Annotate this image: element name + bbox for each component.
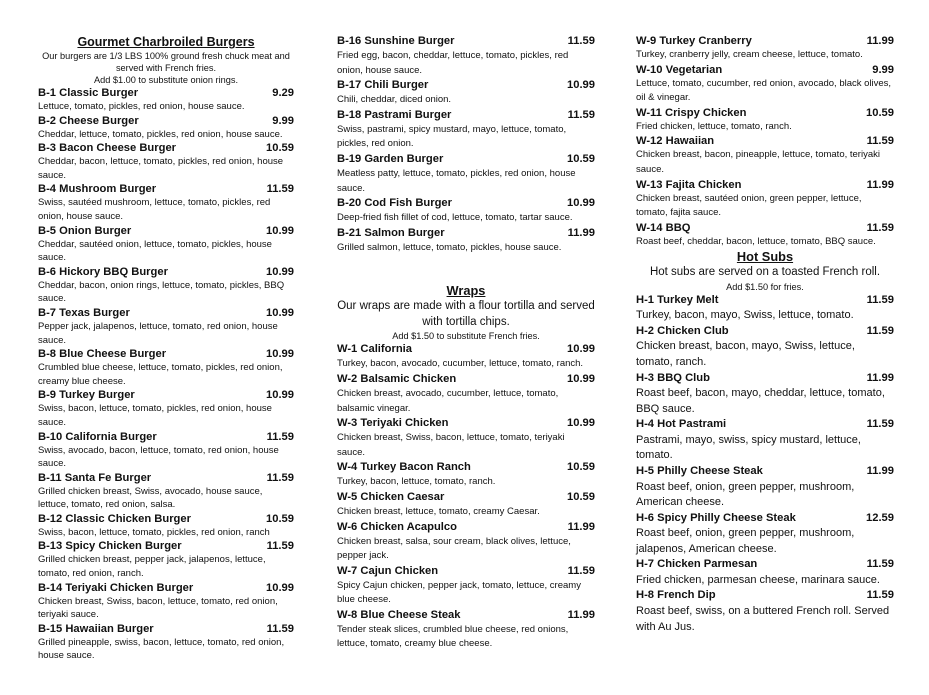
menu-item-description: Grilled salmon, lettuce, tomato, pickles, house sauce. [337,241,562,253]
hot-subs-note: Hot subs are served on a toasted French roll. [649,266,881,279]
menu-item-price: 9.99 [872,63,894,76]
menu-item-price: 10.99 [567,417,595,430]
menu-item-header [337,342,595,357]
menu-item [38,182,294,223]
menu-item-name: W-6 Chicken Acapulco [337,520,457,533]
menu-item-header [337,78,595,93]
menu-item [38,581,294,622]
menu-item-description: Turkey, bacon, mayo, Swiss, lettuce, tomato. [636,309,854,322]
menu-item [636,134,894,177]
menu-item-description: Swiss, pastrami, spicy mustard, mayo, lettuce, tomato, pickles, red onion. [337,123,567,150]
menu-item [38,347,294,388]
menu-item-header [337,152,595,167]
menu-item-header [337,372,595,387]
menu-item-price: 10.59 [266,142,294,155]
menu-item-header [337,490,595,505]
menu-item-price: 11.99 [866,371,894,384]
menu-item [636,106,894,135]
menu-item-name: W-2 Balsamic Chicken [337,372,457,385]
menu-item-header [337,196,595,211]
wraps-small-note: Add $1.50 to substitute French fries. [392,331,540,342]
menu-item-header [38,581,294,595]
menu-item-price: 10.59 [266,512,294,525]
menu-item-price: 10.99 [266,581,294,594]
menu-item-description: Chili, cheddar, diced onion. [337,94,452,106]
menu-item-header [636,134,894,148]
menu-item-price: 11.99 [567,226,595,239]
menu-item [337,460,595,490]
menu-item-header [38,471,294,485]
menu-item-name: W-5 Chicken Caesar [337,490,445,503]
menu-item-header [337,34,595,49]
menu-item-header [636,557,894,573]
burgers-list-continued [337,34,595,255]
menu-item-description: Roast beef, bacon, mayo, cheddar, lettuce, tomato, BBQ sauce. [636,387,885,415]
menu-item [636,178,894,221]
menu-item-header [636,221,894,235]
menu-item-name: B-15 Hawaiian Burger [38,622,154,635]
menu-item-description: Chicken breast, bacon, mayo, Swiss, lettuce, tomato, ranch. [636,340,855,369]
menu-item-name: W-9 Turkey Cranberry [636,35,752,47]
menu-item-description: Roast beef, cheddar, bacon, lettuce, tomato, BBQ sauce. [636,235,876,247]
menu-item-header [337,520,595,535]
menu-item-description: Cheddar, sautéed onion, lettuce, tomato, pickles, house sauce. [38,238,272,264]
menu-item-name: W-7 Cajun Chicken [337,564,439,577]
menu-item-price: 10.99 [266,348,294,361]
menu-item [337,78,595,108]
menu-item-price: 11.59 [567,35,595,47]
menu-item-name: B-5 Onion Burger [38,224,132,237]
menu-item [636,588,894,635]
menu-item-description: Roast beef, onion, green pepper, mushroom, jalapenos, American cheese. [636,527,855,555]
menu-item-name: B-4 Mushroom Burger [38,183,157,196]
menu-item-header [636,293,894,309]
menu-item [38,306,294,347]
menu-item-header [38,430,294,444]
menu-item-header [38,86,294,100]
menu-item-price: 11.59 [266,183,294,196]
menu-item-header [636,464,894,480]
menu-item-description: Chicken breast, salsa, sour cream, black olives, lettuce, pepper jack. [337,535,571,562]
menu-item-name: W-11 Crispy Chicken [636,106,747,119]
menu-item-description: Swiss, sautéed mushroom, lettuce, tomato, pickles, red onion, house sauce. [38,197,271,222]
menu-item [636,417,894,464]
menu-item-header [38,388,294,402]
menu-item-name: W-1 California [337,343,412,356]
menu-item-header [337,108,595,123]
menu-item-price: 11.59 [567,564,595,577]
menu-item [38,114,294,142]
menu-item-header [38,512,294,526]
menu-item-price: 10.99 [266,224,294,237]
menu-item [38,388,294,429]
menu-item-name: W-4 Turkey Bacon Ranch [337,461,471,474]
burgers-note: served with French fries. [115,63,217,73]
menu-item-name: B-13 Spicy Chicken Burger [38,540,182,553]
hot-subs-small-note: Add $1.50 for fries. [726,281,804,292]
menu-item-description: Turkey, bacon, lettuce, tomato, ranch. [337,476,496,488]
menu-item [636,511,894,558]
menu-item-header [38,114,294,128]
menu-item-description: Chicken breast, Swiss, bacon, lettuce, tomato, red onion, teriyaki sauce. [38,595,278,621]
menu-item-price: 10.99 [567,197,595,210]
menu-item [38,539,294,580]
menu-item-name: B-18 Pastrami Burger [337,108,452,121]
menu-item-header [636,417,894,433]
menu-item-name: B-10 California Burger [38,430,157,443]
menu-item-name: H-3 BBQ Club [636,371,710,384]
burgers-note: Add $1.00 to substitute onion rings. [93,75,239,85]
menu-item [38,622,294,663]
menu-item-price: 10.59 [866,106,894,119]
menu-item-description: Grilled chicken breast, pepper jack, jalapenos, lettuce, tomato, red onion, ranch. [38,554,266,580]
menu-item [636,557,894,588]
menu-item-description: Pepper jack, jalapenos, lettuce, tomato, red onion, house sauce. [38,320,278,346]
menu-item-name: B-7 Texas Burger [38,306,130,319]
menu-item [636,371,894,418]
menu-item-price: 11.59 [266,471,294,484]
menu-item-price: 9.99 [272,114,294,127]
wraps-note: with tortilla chips. [422,315,510,328]
menu-item [337,372,595,416]
menu-item [337,520,595,564]
menu-item-name: B-9 Turkey Burger [38,389,135,402]
menu-item-header [38,224,294,238]
menu-item-price: 11.99 [567,520,595,533]
menu-item [636,34,894,63]
menu-item-description: Fried egg, bacon, cheddar, lettuce, tomato, pickles, red onion, house sauce. [337,50,569,76]
burgers-title: Gourmet Charbroiled Burgers [77,35,255,49]
menu-item-header [636,106,894,120]
menu-item-price: 11.59 [866,293,894,306]
burgers-note: Our burgers are 1/3 LBS 100% ground fresh chuck meat and [42,51,290,61]
menu-item-name: B-1 Classic Burger [38,87,139,99]
menu-item-price: 10.99 [266,389,294,402]
menu-item-name: H-4 Hot Pastrami [636,418,727,431]
menu-item [337,490,595,520]
menu-item-header [636,588,894,604]
menu-item [337,608,595,652]
menu-item [38,265,294,306]
menu-item-price: 11.59 [266,430,294,443]
menu-column-3 [636,34,894,635]
menu-item [38,430,294,471]
menu-item [38,224,294,265]
menu-item [337,416,595,460]
menu-item-header [337,564,595,579]
menu-item [337,342,595,372]
menu-item-name: W-14 BBQ [636,221,691,234]
menu-item-name: B-6 Hickory BBQ Burger [38,265,168,278]
menu-item [337,564,595,608]
menu-item-name: B-14 Teriyaki Chicken Burger [38,581,194,594]
menu-item-description: Spicy Cajun chicken, pepper jack, tomato, lettuce, creamy blue cheese. [337,579,581,606]
menu-item-header [337,226,595,241]
menu-item-description: Cheddar, bacon, onion rings, lettuce, tomato, pickles, BBQ sauce. [38,279,285,305]
menu-item-description: Roast beef, onion, green pepper, mushroom, American cheese. [636,480,855,509]
burgers-list [38,86,294,663]
menu-item-header [38,141,294,155]
menu-item-name: W-10 Vegetarian [636,63,723,76]
menu-item [38,86,294,114]
menu-item-name: B-3 Bacon Cheese Burger [38,142,177,155]
menu-item-description: Turkey, cranberry jelly, cream cheese, lettuce, tomato. [636,49,863,60]
menu-item-name: H-8 French Dip [636,589,716,602]
menu-item-description: Cheddar, bacon, lettuce, tomato, pickles, red onion, house sauce. [38,156,284,181]
menu-item [38,512,294,540]
menu-item-price: 9.29 [272,87,294,99]
menu-item-price: 11.99 [866,465,894,477]
menu-item-price: 11.59 [266,540,294,553]
menu-item-header [38,306,294,320]
menu-item-header [636,63,894,77]
menu-item-name: H-1 Turkey Melt [636,293,719,306]
menu-item [38,471,294,512]
menu-item-description: Meatless patty, lettuce, tomato, pickles, red onion, house sauce. [337,167,576,194]
menu-item-header [38,265,294,279]
menu-item-price: 10.99 [567,343,595,356]
menu-item [636,221,894,250]
menu-item-description: Lettuce, tomato, cucumber, red onion, avocado, black olives, oil & vinegar. [636,77,892,104]
wraps-list [337,342,595,652]
menu-item-description: Chicken breast, avocado, cucumber, lettuce, tomato, balsamic vinegar. [337,387,559,414]
menu-item-description: Turkey, bacon, avocado, cucumber, lettuce, tomato, ranch. [337,358,584,370]
menu-column-1 [38,34,294,663]
menu-item-header [636,324,894,340]
menu-item-description: Grilled pineapple, swiss, bacon, lettuce, tomato, red onion, house sauce. [38,636,285,662]
menu-item-description: Swiss, bacon, lettuce, tomato, pickles, red onion, ranch [38,526,270,538]
menu-item-price: 11.59 [866,418,894,431]
menu-item-name: H-7 Chicken Parmesan [636,558,758,571]
menu-item-price: 11.99 [567,608,595,621]
menu-item-description: Chicken breast, sautéed onion, green pepper, lettuce, tomato, fajita sauce. [636,192,862,219]
menu-item-description: Fried chicken, parmesan cheese, marinara sauce. [636,573,880,586]
menu-item-description: Swiss, bacon, lettuce, tomato, pickles, red onion, house sauce. [38,403,272,428]
menu-item-description: Chicken breast, Swiss, bacon, lettuce, tomato, teriyaki sauce. [337,432,565,458]
menu-item-price: 10.99 [567,79,595,92]
menu-item-price: 11.99 [866,178,894,191]
menu-item-description: Fried chicken, lettuce, tomato, ranch. [636,120,792,132]
menu-item-name: H-6 Spicy Philly Cheese Steak [636,511,796,524]
menu-item [337,226,595,256]
wraps-list-continued [636,34,894,249]
menu-item-description: Grilled chicken breast, Swiss, avocado, house sauce, lettuce, tomato, red onion, salsa. [38,485,263,511]
menu-item [38,141,294,182]
menu-item-name: B-12 Classic Chicken Burger [38,512,191,525]
menu-item-name: W-13 Fajita Chicken [636,178,742,191]
menu-item-price: 10.59 [567,461,595,474]
menu-item-price: 11.59 [866,221,894,234]
menu-item-header [636,371,894,387]
menu-item [337,108,595,152]
menu-item-price: 11.59 [866,324,894,337]
menu-item-name: H-5 Philly Cheese Steak [636,465,763,477]
menu-item-header [636,178,894,192]
menu-item-description: Roast beef, swiss, on a buttered French roll. Served with Au Jus. [636,604,890,633]
menu-item-name: B-19 Garden Burger [337,152,444,165]
menu-item-header [337,608,595,623]
menu-item-price: 11.99 [866,35,894,47]
menu-item-name: W-3 Teriyaki Chicken [337,417,449,430]
menu-item-price: 12.59 [866,511,894,524]
hot-subs-list [636,293,894,635]
menu-item-price: 11.59 [866,558,894,571]
menu-item-name: H-2 Chicken Club [636,324,729,337]
menu-column-2 [337,34,595,652]
menu-item-description: Chicken breast, bacon, pineapple, lettuce, tomato, teriyaki sauce. [636,149,880,175]
menu-item-description: Crumbled blue cheese, lettuce, tomato, pickles, red onion, creamy blue cheese. [38,362,283,387]
menu-item-header [38,347,294,361]
wraps-title: Wraps [446,283,486,299]
menu-item-description: Swiss, avocado, bacon, lettuce, tomato, red onion, house sauce. [38,444,279,470]
menu-item [636,464,894,511]
wraps-note: Our wraps are made with a flour tortilla and served [337,300,595,313]
menu-item-price: 10.99 [266,265,294,278]
menu-item-header [636,511,894,527]
menu-item-description: Cheddar, lettuce, tomato, pickles, red onion, house sauce. [38,128,283,140]
menu-item-price: 10.59 [567,152,595,165]
menu-item-header [636,34,894,48]
menu-item-name: B-20 Cod Fish Burger [337,197,452,210]
menu-item [636,324,894,371]
menu-item-name: B-21 Salmon Burger [337,226,445,239]
menu-item-header [337,460,595,475]
menu-item-price: 10.99 [567,372,595,385]
menu-item-price: 11.59 [266,622,294,635]
menu-item [636,293,894,324]
menu-item-description: Tender steak slices, crumbled blue cheese, red onions, lettuce, tomato, creamy blue cheese. [337,623,569,650]
hot-subs-title: Hot Subs [736,249,794,265]
menu-item-price: 11.59 [567,108,595,121]
menu-item-header [38,182,294,196]
menu-item-header [38,622,294,636]
menu-item-description: Lettuce, tomato, pickles, red onion, house sauce. [38,101,245,112]
menu-item-description: Chicken breast, lettuce, tomato, creamy Caesar. [337,505,540,517]
menu-item [337,152,595,196]
menu-item [337,196,595,226]
menu-item-price: 11.59 [866,589,894,602]
menu-item-header [38,539,294,553]
menu-item-name: W-8 Blue Cheese Steak [337,608,461,621]
menu-item-name: B-8 Blue Cheese Burger [38,348,167,361]
menu-item-description: Deep-fried fish fillet of cod, lettuce, tomato, tartar sauce. [337,212,573,224]
menu-item-header [337,416,595,431]
menu-item-name: B-17 Chili Burger [337,79,429,92]
menu-item [636,63,894,106]
menu-item-price: 11.59 [866,135,894,148]
menu-item-price: 10.99 [266,306,294,319]
menu-item [337,34,595,78]
menu-item-name: W-12 Hawaiian [636,135,715,148]
menu-item-description: Pastrami, mayo, swiss, spicy mustard, lettuce, tomato. [636,433,861,462]
menu-item-name: B-16 Sunshine Burger [337,35,455,47]
menu-item-name: B-2 Cheese Burger [38,114,139,127]
menu-item-price: 10.59 [567,490,595,503]
menu-item-name: B-11 Santa Fe Burger [38,471,152,484]
